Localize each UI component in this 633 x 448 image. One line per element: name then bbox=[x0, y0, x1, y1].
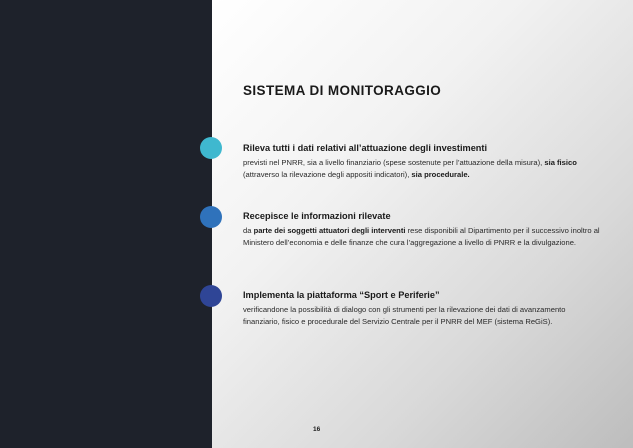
item-2-text-bold: parte dei soggetti attuatori degli interventi bbox=[253, 226, 406, 235]
item-1-text-part: (attraverso la rilevazione degli appositi indicatori), bbox=[243, 169, 412, 179]
item-1-text bbox=[243, 157, 603, 180]
page-number: 16 bbox=[313, 426, 321, 433]
item-1-text-part: previsti nel PNRR, sia a livello finanziario (spese sostenute per l’attuazione della misura), bbox=[243, 158, 545, 167]
item-2-text bbox=[243, 225, 603, 248]
item-1-heading: Rileva tutti i dati relativi all’attuazione degli investimenti bbox=[243, 143, 488, 153]
item-3-text bbox=[243, 304, 603, 327]
item-3-text-part: verificandone la possibilità di dialogo con gli strumenti per la rilevazione dei dati di avanzamento finanziario, fisico e procedurale del Servizio Centrale per il PNRR del MEF (sistema ReGiS). bbox=[243, 305, 566, 326]
item-2-text-part: rese disponibili al Dipartimento per il successivo inoltro al Ministero dell’economia e delle finanze che cura l’aggregazione a livello di PNRR e la divulgazione. bbox=[243, 226, 600, 247]
item-3-heading: Implementa la piattaforma “Sport e Periferie” bbox=[243, 290, 440, 300]
page-title: SISTEMA DI MONITORAGGIO bbox=[243, 83, 442, 98]
bullet-dot-2 bbox=[200, 206, 222, 228]
item-1-text-bold: sia fisico bbox=[544, 158, 577, 167]
bullet-dot-1 bbox=[200, 137, 222, 159]
item-2-text-part: da bbox=[243, 226, 254, 235]
content-panel bbox=[212, 0, 633, 448]
dark-sidebar bbox=[0, 0, 212, 448]
bullet-dot-3 bbox=[200, 285, 222, 307]
item-1-text-bold: sia procedurale. bbox=[411, 169, 470, 179]
item-2-heading: Recepisce le informazioni rilevate bbox=[243, 211, 391, 221]
